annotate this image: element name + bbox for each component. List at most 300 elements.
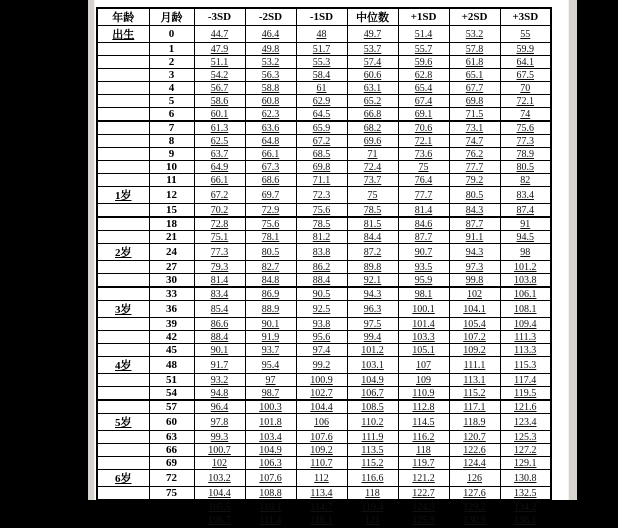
value-cell xyxy=(398,374,449,387)
table-body xyxy=(97,26,551,528)
value-cell xyxy=(500,344,551,357)
value-text: 68.6 xyxy=(261,174,280,186)
value-cell xyxy=(245,148,296,161)
value-text: 67.3 xyxy=(261,161,280,173)
value-text: 60.8 xyxy=(261,95,280,107)
value-text: 87.2 xyxy=(363,246,382,258)
value-cell xyxy=(194,500,245,514)
value-cell xyxy=(296,318,347,331)
value-text: 73.6 xyxy=(414,148,433,160)
table-row xyxy=(97,187,551,204)
value-text: 93.7 xyxy=(261,344,280,356)
month-cell: 1 xyxy=(149,43,194,56)
table-row xyxy=(97,26,551,43)
value-text: 108.5 xyxy=(361,401,384,413)
month-cell: 3 xyxy=(149,69,194,82)
value-cell xyxy=(500,82,551,95)
value-text: 84.8 xyxy=(261,274,280,286)
table-row xyxy=(97,470,551,487)
right-window-edge xyxy=(568,0,577,500)
value-text: 103.1 xyxy=(361,359,384,371)
value-text: 77.3 xyxy=(516,135,534,147)
value-cell xyxy=(194,318,245,331)
value-cell xyxy=(347,69,398,82)
value-cell xyxy=(245,457,296,470)
value-cell xyxy=(245,318,296,331)
value-cell xyxy=(245,431,296,444)
value-cell xyxy=(194,414,245,431)
value-cell xyxy=(245,161,296,174)
age-cell xyxy=(97,500,149,514)
value-text: 115.2 xyxy=(463,387,486,399)
value-text: 117.4 xyxy=(514,374,537,386)
value-text: 65.9 xyxy=(312,122,331,134)
value-text: 78.5 xyxy=(363,204,382,216)
value-text: 66.1 xyxy=(261,148,280,160)
value-text: 67.2 xyxy=(210,189,229,201)
age-cell xyxy=(97,43,149,56)
value-text: 46.4 xyxy=(261,28,280,40)
age-cell xyxy=(97,431,149,444)
column-header: +1SD xyxy=(398,8,449,26)
value-cell xyxy=(449,43,500,56)
table-row xyxy=(97,244,551,261)
month-cell: 45 xyxy=(149,344,194,357)
value-cell xyxy=(194,261,245,274)
value-text: 93.2 xyxy=(210,374,229,386)
value-text: 44.7 xyxy=(210,28,229,40)
value-cell xyxy=(398,231,449,244)
table-row xyxy=(97,287,551,301)
value-text: 74.7 xyxy=(465,135,484,147)
age-cell xyxy=(97,217,149,231)
value-cell xyxy=(296,400,347,414)
value-text: 78.1 xyxy=(261,231,280,243)
value-text: 106.7 xyxy=(208,514,231,526)
value-text: 99.2 xyxy=(312,359,331,371)
value-text: 69.7 xyxy=(261,189,280,201)
value-cell xyxy=(449,231,500,244)
value-text: 49.8 xyxy=(261,43,280,55)
month-cell: 9 xyxy=(149,148,194,161)
value-text: 90.5 xyxy=(312,288,331,300)
month-cell: 66 xyxy=(149,444,194,457)
table-row xyxy=(97,414,551,431)
table-row xyxy=(97,217,551,231)
table-row xyxy=(97,135,551,148)
value-cell xyxy=(500,357,551,374)
value-cell xyxy=(449,108,500,122)
value-cell xyxy=(245,43,296,56)
value-text: 105.4 xyxy=(463,318,486,330)
value-text: 61.3 xyxy=(210,122,229,134)
value-text: 91.1 xyxy=(465,231,484,243)
value-cell xyxy=(347,331,398,344)
table-row xyxy=(97,261,551,274)
value-text: 53.2 xyxy=(465,28,484,40)
month-cell: 0 xyxy=(149,26,194,43)
value-cell xyxy=(296,301,347,318)
value-cell xyxy=(449,261,500,274)
value-text: 76.4 xyxy=(414,174,433,186)
value-cell xyxy=(194,301,245,318)
value-cell xyxy=(398,43,449,56)
value-text: 64.8 xyxy=(261,135,280,147)
value-cell xyxy=(296,374,347,387)
value-text: 107.6 xyxy=(310,431,333,443)
value-cell xyxy=(500,95,551,108)
table-row xyxy=(97,331,551,344)
value-cell xyxy=(347,318,398,331)
value-text: 88.9 xyxy=(261,303,280,315)
column-header: +3SD xyxy=(500,8,551,26)
value-text: 51.7 xyxy=(312,43,331,55)
value-cell xyxy=(245,444,296,457)
value-cell xyxy=(398,457,449,470)
value-cell xyxy=(449,431,500,444)
value-text: 130.9 xyxy=(463,514,486,526)
value-cell xyxy=(245,374,296,387)
age-cell xyxy=(97,287,149,301)
age-label: 出生 xyxy=(112,29,135,41)
value-cell xyxy=(500,444,551,457)
value-cell xyxy=(500,400,551,414)
age-label: 1岁 xyxy=(115,190,132,202)
value-cell xyxy=(296,387,347,401)
value-text: 129.1 xyxy=(514,457,537,469)
age-cell xyxy=(97,148,149,161)
table-row xyxy=(97,95,551,108)
value-text: 118.9 xyxy=(463,416,486,428)
value-text: 119.7 xyxy=(412,457,435,469)
value-text: 90.7 xyxy=(414,246,433,258)
value-text: 77.7 xyxy=(414,189,433,201)
value-text: 129.2 xyxy=(463,501,486,513)
age-cell xyxy=(97,95,149,108)
month-cell: 72 xyxy=(149,470,194,487)
value-text: 103.2 xyxy=(208,472,231,484)
value-text: 86.6 xyxy=(210,318,229,330)
month-cell: 5 xyxy=(149,95,194,108)
value-text: 95.6 xyxy=(312,331,331,343)
value-cell xyxy=(245,121,296,135)
value-cell xyxy=(245,56,296,69)
age-cell xyxy=(97,318,149,331)
value-text: 106.7 xyxy=(361,387,384,399)
value-cell xyxy=(500,148,551,161)
value-text: 106 xyxy=(314,416,329,428)
value-cell xyxy=(194,43,245,56)
value-text: 116.2 xyxy=(412,431,435,443)
age-cell xyxy=(97,457,149,470)
value-cell xyxy=(296,69,347,82)
month-cell: 75 xyxy=(149,487,194,501)
value-text: 113.3 xyxy=(514,344,537,356)
age-cell xyxy=(97,274,149,288)
document-page xyxy=(95,0,568,526)
age-cell xyxy=(97,244,149,261)
table-row xyxy=(97,487,551,501)
value-cell xyxy=(245,400,296,414)
value-cell xyxy=(449,26,500,43)
value-text: 67.2 xyxy=(312,135,331,147)
value-text: 71.5 xyxy=(465,108,484,120)
value-cell xyxy=(398,500,449,514)
value-text: 55.7 xyxy=(414,43,433,55)
value-text: 76.2 xyxy=(465,148,484,160)
value-cell xyxy=(296,261,347,274)
value-text: 119.5 xyxy=(514,387,537,399)
value-cell xyxy=(296,231,347,244)
value-cell xyxy=(296,82,347,95)
value-text: 101.4 xyxy=(412,318,435,330)
age-cell xyxy=(97,261,149,274)
value-text: 105.1 xyxy=(412,344,435,356)
value-cell xyxy=(245,135,296,148)
value-cell xyxy=(245,387,296,401)
value-text: 72.1 xyxy=(516,95,534,107)
value-text: 57.4 xyxy=(363,56,382,68)
value-cell xyxy=(347,470,398,487)
value-text: 109.2 xyxy=(463,344,486,356)
value-text: 97 xyxy=(265,374,276,386)
value-text: 84.6 xyxy=(414,218,433,230)
value-text: 83.4 xyxy=(516,189,534,201)
value-cell xyxy=(398,487,449,501)
value-text: 58.6 xyxy=(210,95,229,107)
value-cell xyxy=(398,56,449,69)
value-cell xyxy=(500,174,551,187)
value-cell xyxy=(194,187,245,204)
value-cell xyxy=(347,444,398,457)
value-cell xyxy=(398,301,449,318)
age-cell xyxy=(97,187,149,204)
value-cell xyxy=(245,500,296,514)
value-text: 126 xyxy=(467,472,482,484)
value-cell xyxy=(500,217,551,231)
value-text: 94.3 xyxy=(363,288,382,300)
month-cell: 69 xyxy=(149,457,194,470)
value-cell xyxy=(245,274,296,288)
value-text: 79.2 xyxy=(465,174,484,186)
month-cell: 21 xyxy=(149,231,194,244)
month-cell: 6 xyxy=(149,108,194,122)
value-cell xyxy=(398,161,449,174)
value-text: 96.4 xyxy=(210,401,229,413)
value-cell xyxy=(347,487,398,501)
value-text: 99.4 xyxy=(363,331,382,343)
value-text: 95.9 xyxy=(414,274,433,286)
month-cell: 24 xyxy=(149,244,194,261)
value-text: 71 xyxy=(367,148,378,160)
month-cell: 15 xyxy=(149,204,194,218)
value-text: 75 xyxy=(367,189,378,201)
table-row xyxy=(97,69,551,82)
value-text: 111.4 xyxy=(259,514,282,526)
value-text: 68.2 xyxy=(363,122,382,134)
value-text: 67.5 xyxy=(516,69,534,81)
month-cell: 7 xyxy=(149,121,194,135)
value-text: 70.6 xyxy=(414,122,433,134)
value-cell xyxy=(500,187,551,204)
value-text: 116.1 xyxy=(310,514,333,526)
value-text: 80.5 xyxy=(465,189,484,201)
value-text: 69.8 xyxy=(312,161,331,173)
age-cell xyxy=(97,400,149,414)
value-text: 90.1 xyxy=(261,318,280,330)
value-text: 89.8 xyxy=(363,261,382,273)
value-text: 134.2 xyxy=(514,501,537,513)
value-cell xyxy=(449,187,500,204)
value-cell xyxy=(449,457,500,470)
value-cell xyxy=(449,204,500,218)
value-cell xyxy=(398,400,449,414)
value-cell xyxy=(398,121,449,135)
value-cell xyxy=(398,470,449,487)
value-text: 94.8 xyxy=(210,387,229,399)
table-row xyxy=(97,56,551,69)
value-cell xyxy=(347,514,398,528)
value-cell xyxy=(296,26,347,43)
value-text: 62.8 xyxy=(414,69,433,81)
value-text: 115.3 xyxy=(514,359,537,371)
value-text: 55 xyxy=(520,28,531,40)
value-text: 75.6 xyxy=(312,204,331,216)
value-cell xyxy=(449,487,500,501)
value-cell xyxy=(500,470,551,487)
value-cell xyxy=(449,500,500,514)
value-text: 113.4 xyxy=(310,487,333,499)
value-text: 113.5 xyxy=(361,444,384,456)
value-text: 110.1 xyxy=(259,501,282,513)
table-row xyxy=(97,301,551,318)
table-row xyxy=(97,387,551,401)
value-cell xyxy=(449,174,500,187)
value-text: 87.4 xyxy=(516,204,534,216)
month-cell: 63 xyxy=(149,431,194,444)
value-text: 102 xyxy=(467,288,482,300)
value-text: 98 xyxy=(520,246,531,258)
value-text: 58.8 xyxy=(261,82,280,94)
age-cell xyxy=(97,135,149,148)
value-text: 110.9 xyxy=(412,387,435,399)
month-cell: 4 xyxy=(149,82,194,95)
value-cell xyxy=(449,69,500,82)
value-cell xyxy=(296,217,347,231)
value-text: 109.2 xyxy=(310,444,333,456)
value-text: 78.9 xyxy=(516,148,534,160)
value-text: 60.1 xyxy=(210,108,229,120)
value-cell xyxy=(449,287,500,301)
table-row xyxy=(97,231,551,244)
value-cell xyxy=(449,56,500,69)
age-cell xyxy=(97,331,149,344)
value-text: 108.1 xyxy=(514,303,537,315)
value-cell xyxy=(296,487,347,501)
value-cell xyxy=(398,331,449,344)
value-cell xyxy=(500,431,551,444)
value-cell xyxy=(500,414,551,431)
month-cell: 48 xyxy=(149,357,194,374)
value-cell xyxy=(449,217,500,231)
value-cell xyxy=(194,387,245,401)
value-text: 123.4 xyxy=(514,416,537,428)
month-cell: 78 xyxy=(149,500,194,514)
value-text: 48 xyxy=(316,28,327,40)
value-cell xyxy=(194,161,245,174)
value-cell xyxy=(347,357,398,374)
value-text: 75.1 xyxy=(210,231,229,243)
value-text: 99.8 xyxy=(465,274,484,286)
value-cell xyxy=(347,204,398,218)
value-cell xyxy=(449,95,500,108)
value-cell xyxy=(500,457,551,470)
value-cell xyxy=(398,318,449,331)
value-cell xyxy=(194,204,245,218)
value-text: 93.8 xyxy=(312,318,331,330)
value-text: 95.4 xyxy=(261,359,280,371)
table-row xyxy=(97,82,551,95)
age-cell xyxy=(97,514,149,528)
value-text: 87.7 xyxy=(465,218,484,230)
value-text: 100.7 xyxy=(208,444,231,456)
value-cell xyxy=(500,108,551,122)
value-text: 100.3 xyxy=(259,401,282,413)
value-cell xyxy=(449,301,500,318)
value-cell xyxy=(194,374,245,387)
value-cell xyxy=(398,431,449,444)
value-text: 122.7 xyxy=(412,487,435,499)
value-text: 110.7 xyxy=(310,457,333,469)
age-cell xyxy=(97,374,149,387)
month-cell: 33 xyxy=(149,287,194,301)
value-text: 68.5 xyxy=(312,148,331,160)
value-text: 72.8 xyxy=(210,218,229,230)
table-row xyxy=(97,43,551,56)
age-cell xyxy=(97,444,149,457)
value-cell xyxy=(500,135,551,148)
age-cell xyxy=(97,204,149,218)
value-cell xyxy=(449,82,500,95)
value-cell xyxy=(449,121,500,135)
value-text: 73.1 xyxy=(465,122,484,134)
value-cell xyxy=(347,174,398,187)
value-cell xyxy=(347,95,398,108)
value-cell xyxy=(245,331,296,344)
value-text: 117.1 xyxy=(463,401,486,413)
value-text: 114.5 xyxy=(412,416,435,428)
age-cell xyxy=(97,108,149,122)
value-text: 113.1 xyxy=(463,374,486,386)
value-text: 80.5 xyxy=(516,161,534,173)
value-cell xyxy=(194,135,245,148)
value-cell xyxy=(398,187,449,204)
value-text: 66.1 xyxy=(210,174,229,186)
value-cell xyxy=(500,331,551,344)
value-text: 108.8 xyxy=(259,487,282,499)
value-text: 104.1 xyxy=(463,303,486,315)
value-cell xyxy=(449,400,500,414)
age-cell xyxy=(97,231,149,244)
value-text: 101.2 xyxy=(514,261,537,273)
column-header: 月龄 xyxy=(149,8,194,26)
value-text: 72.3 xyxy=(312,189,331,201)
value-text: 98.7 xyxy=(261,387,280,399)
month-cell: 42 xyxy=(149,331,194,344)
value-text: 132.5 xyxy=(514,487,537,499)
value-cell xyxy=(194,69,245,82)
value-cell xyxy=(449,414,500,431)
